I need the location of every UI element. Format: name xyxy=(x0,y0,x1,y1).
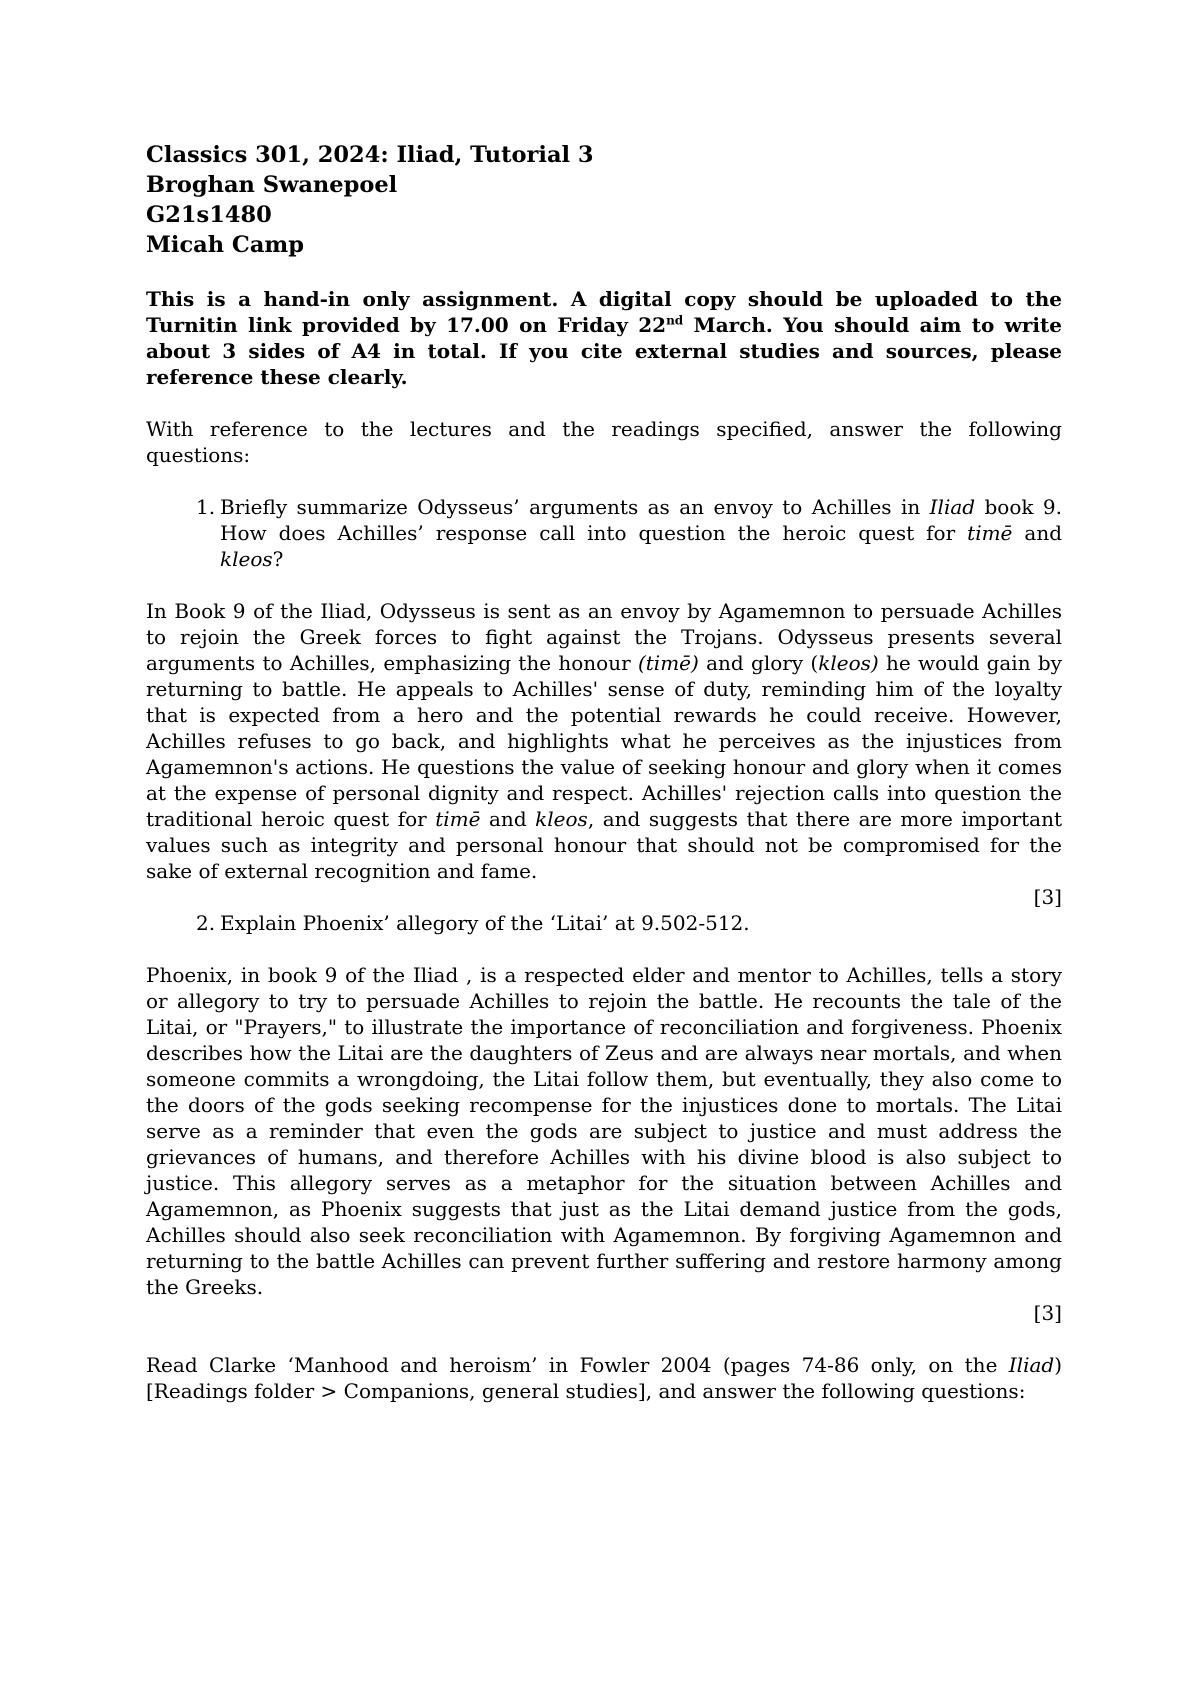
question-1 xyxy=(146,494,1062,572)
document-body xyxy=(146,140,1062,1404)
reading-instruction: Read Clarke ‘Manhood and heroism’ in Fowler 2004 (pages 74-86 only, on the Iliad) [Readings folder > Companions, general studies], and answer the following questions: xyxy=(146,1353,1062,1403)
question-text: Briefly summarize Odysseus’ arguments as an envoy to Achilles in Iliad book 9. How does Achilles’ response call into question the heroic quest for timē and kleos? xyxy=(220,495,1063,571)
question-text: Explain Phoenix’ allegory of the ‘Litai’ at 9.502-512. xyxy=(220,911,750,935)
answer-2: Phoenix, in book 9 of the Iliad , is a respected elder and mentor to Achilles, tells a story or allegory to try to persuade Achilles to rejoin the battle. He recounts the tale of the Litai, or "Prayers," to illustrate the importance of reconciliation and forgiveness. Phoenix describes how the Litai are the daughters of Zeus and are always near mortals, and when someone commits a wrongdoing, the Litai follow them, but eventually, they also come to the doors of the gods seeking recompense for the injustices done to mortals. The Litai serve as a reminder that even the gods are subject to justice and must address the grievances of humans, and therefore Achilles with his divine blood is also subject to justice. This allegory serves as a metaphor for the situation between Achilles and Agamemnon, as Phoenix suggests that just as the Litai demand justice from the gods, Achilles should also seek reconciliation with Agamemnon. By forgiving Agamemnon and returning to the battle Achilles can prevent further suffering and restore harmony among the Greeks. xyxy=(146,963,1062,1299)
intro-paragraph: With reference to the lectures and the readings specified, answer the following questions: xyxy=(146,417,1062,467)
tutor-name: Micah Camp xyxy=(146,232,304,258)
answer-1: In Book 9 of the Iliad, Odysseus is sent as an envoy by Agamemnon to persuade Achilles to rejoin the Greek forces to fight against the Trojans. Odysseus presents several arguments to Achilles, emphasizing the honour (timē) and glory (kleos) he would gain by returning to battle. He appeals to Achilles' sense of duty, reminding him of the loyalty that is expected from a hero and the potential rewards he could receive. However, Achilles refuses to go back, and highlights what he perceives as the injustices from Agamemnon's actions. He questions the value of seeking honour and glory when it comes at the expense of personal dignity and respect. Achilles' rejection calls into question the traditional heroic quest for timē and kleos, and suggests that there are more important values such as integrity and personal honour that should not be compromised for the sake of external recognition and fame. xyxy=(146,599,1063,883)
mark-allocation-1: [3] xyxy=(1033,885,1062,909)
instructions-paragraph: This is a hand-in only assignment. A digital copy should be uploaded to the Turnitin link provided by 17.00 on Friday 22nd March. You should aim to write about 3 sides of A4 in total. If you cite external studies and sources, please reference these clearly. xyxy=(146,287,1062,389)
course-title: Classics 301, 2024: Iliad, Tutorial 3 xyxy=(146,142,594,168)
student-number: G21s1480 xyxy=(146,202,272,228)
mark-allocation-2: [3] xyxy=(1033,1301,1062,1325)
title-block xyxy=(146,140,1062,260)
question-number: 2. xyxy=(196,911,216,935)
question-2 xyxy=(146,910,1062,936)
student-name: Broghan Swanepoel xyxy=(146,172,398,198)
question-number: 1. xyxy=(196,495,216,519)
